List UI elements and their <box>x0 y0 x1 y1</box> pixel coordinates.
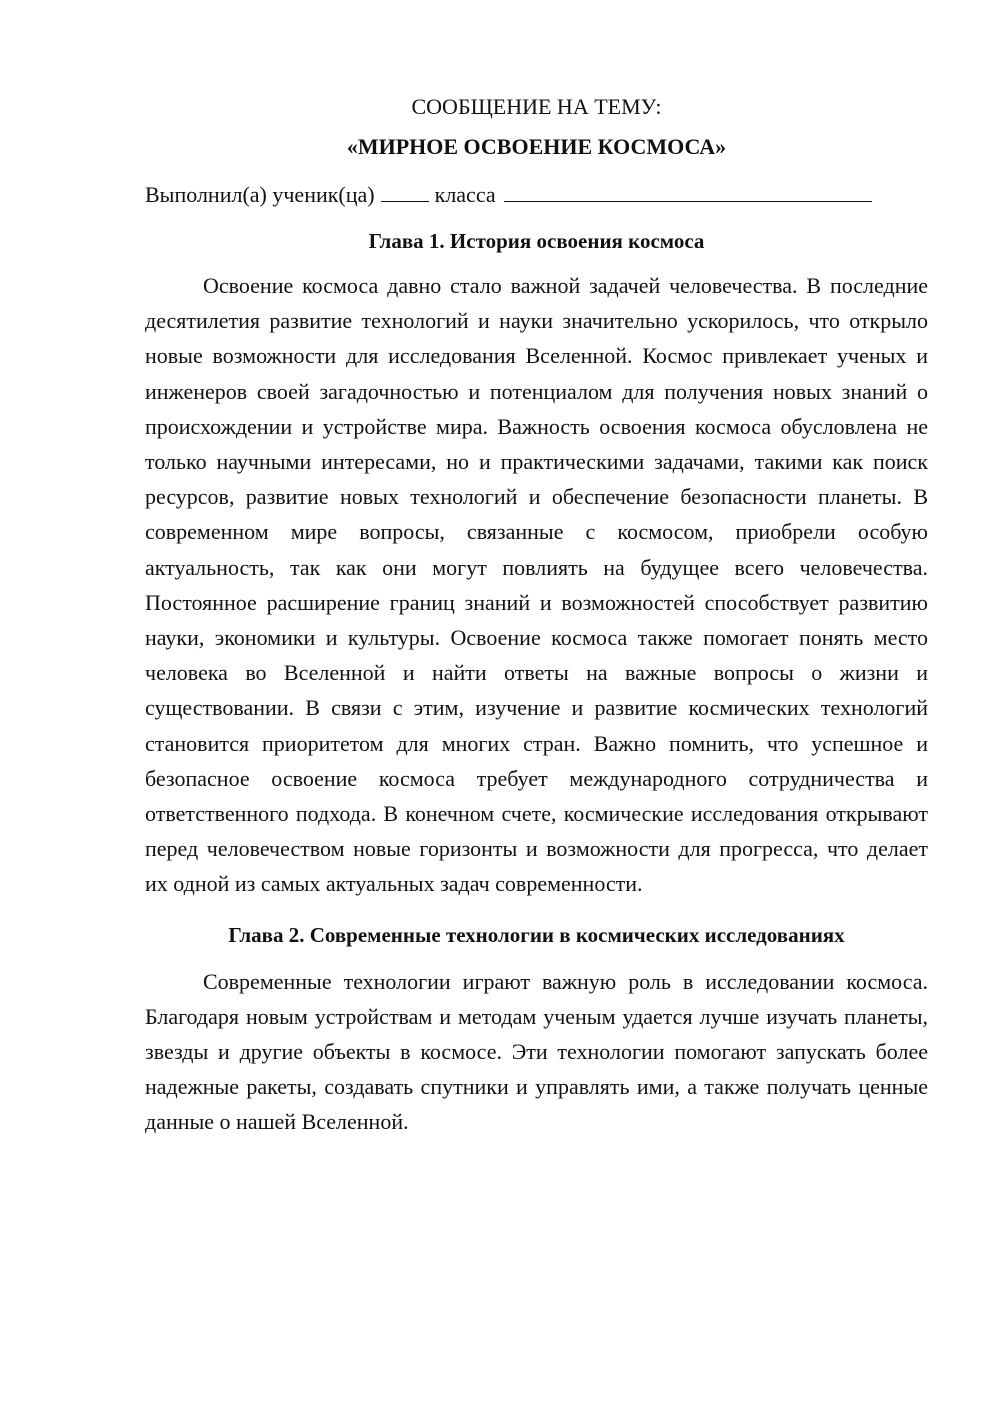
document-heading-topic: СООБЩЕНИЕ НА ТЕМУ: <box>411 94 662 119</box>
chapter-1-paragraph: Освоение космоса давно стало важной задачей человечества. В последние десятилетия развитие технологий и науки значительно ускорилось, что открыло новые возможности для исследования Вселенной. Космос привлекает ученых и инженеров своей загадочностью и потенциалом для получения новых знаний о происхождении и устройстве мира. Важность освоения космоса обусловлена не только научными интересами, но и практическими задачами, такими как поиск ресурсов, развитие новых технологий и обеспечение безопасности планеты. В современном мире вопросы, связанные с космосом, приобрели особую актуальность, так как они могут повлиять на будущее всего человечества. Постоянное расширение границ знаний и возможностей способствует развитию науки, экономики и культуры. Освоение космоса также помогает понять место человека во Вселенной и найти ответы на важные вопросы о жизни и существовании. В связи с этим, изучение и развитие космических технологий становится приоритетом для многих стран. Важно помнить, что успешное и безопасное освоение космоса требует международного сотрудничества и ответственного подхода. В конечном счете, космические исследования открывают перед человечеством новые горизонты и возможности для прогресса, что делает их одной из самых актуальных задач современности. <box>145 273 928 897</box>
document-page <box>145 92 928 1140</box>
class-number-blank <box>381 183 429 202</box>
author-label: Выполнил(а) ученик(ца) <box>145 182 375 207</box>
chapter-2-paragraph: Современные технологии играют важную роль в исследовании космоса. Благодаря новым устройствам и методам ученым удается лучше изучать планеты, звезды и другие объекты в космосе. Эти технологии помогают запускать более надежные ракеты, создавать спутники и управлять ими, а также получать ценные данные о нашей Вселенной. <box>145 968 928 1135</box>
document-title: «МИРНОЕ ОСВОЕНИЕ КОСМОСА» <box>346 134 727 159</box>
class-label: класса <box>434 182 496 207</box>
chapter-2-title: Глава 2. Современные технологии в космических исследованиях <box>228 922 845 947</box>
author-line <box>145 180 928 210</box>
author-name-blank <box>504 183 872 202</box>
chapter-1-title: Глава 1. История освоения космоса <box>368 229 705 253</box>
